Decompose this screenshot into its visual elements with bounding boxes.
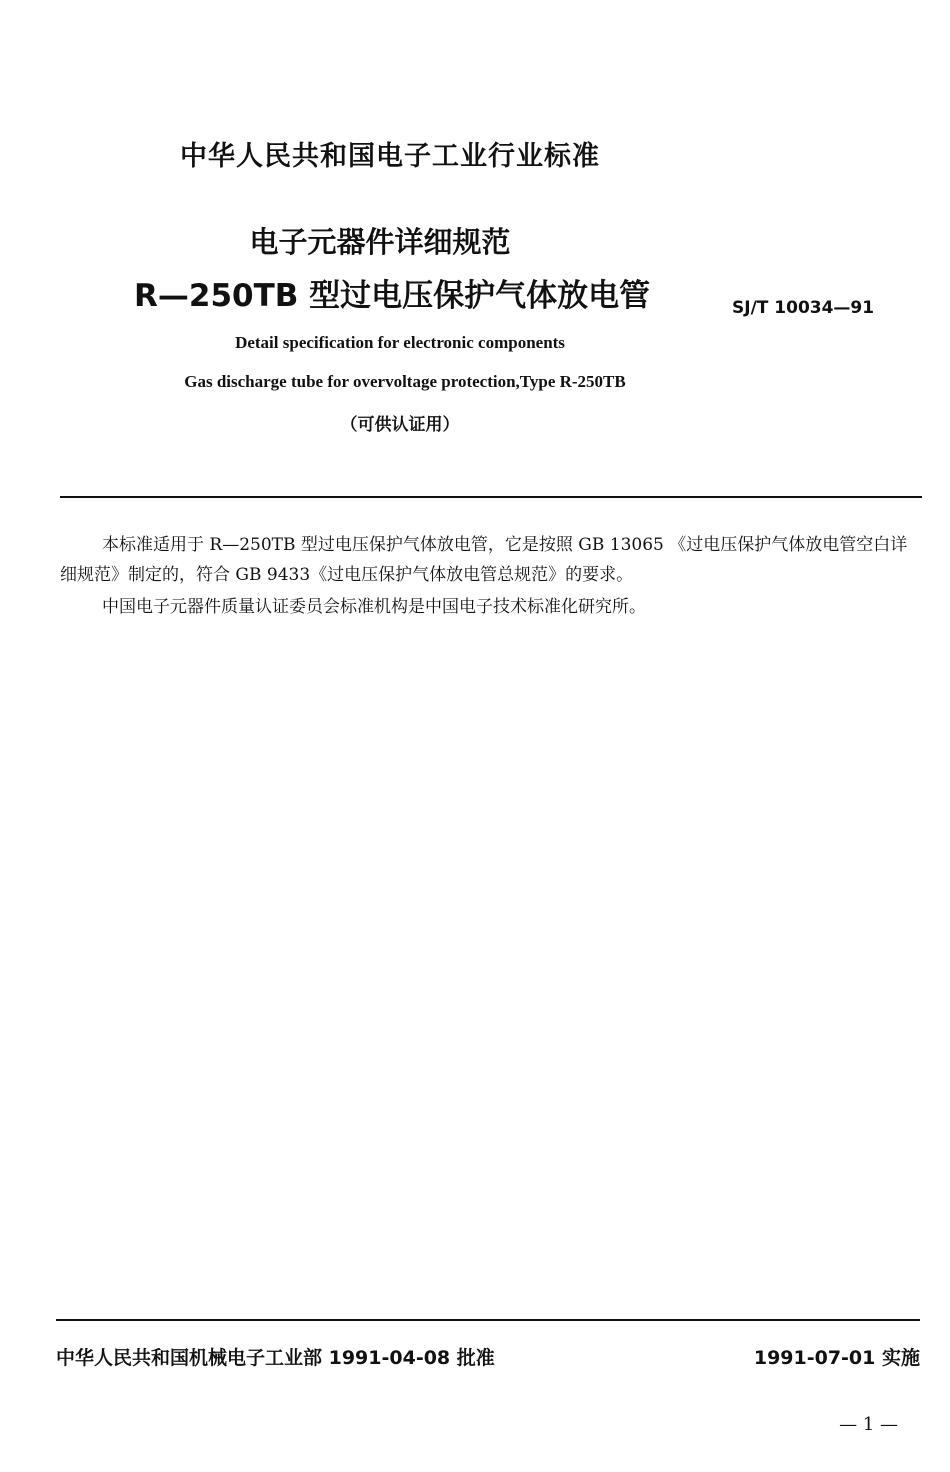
standard-code: SJ/T 10034—91: [732, 298, 875, 318]
certification-note: （可供认证用）: [340, 415, 460, 435]
bottom-divider: [56, 1319, 920, 1321]
title-chinese-line-2: R—250TB 型过电压保护气体放电管: [134, 278, 651, 314]
top-divider: [60, 496, 922, 498]
approval-line: 中华人民共和国机械电子工业部 1991-04-08 批准: [56, 1347, 495, 1369]
effective-date: 1991-07-01 实施: [753, 1347, 920, 1369]
page-number: — 1 —: [839, 1414, 898, 1435]
authority-paragraph: 中国电子元器件质量认证委员会标准机构是中国电子技术标准化研究所。: [102, 597, 646, 617]
title-english-line-1: Detail specification for electronic components: [235, 333, 565, 352]
organization-standard-heading: 中华人民共和国电子工业行业标准: [180, 141, 600, 172]
title-chinese-line-1: 电子元器件详细规范: [249, 225, 511, 259]
title-english-line-2: Gas discharge tube for overvoltage protection,Type R-250TB: [184, 372, 626, 391]
scope-paragraph: 本标准适用于 R—250TB 型过电压保护气体放电管，它是按照 GB 13065 《过电压保护气体放电管空白详细规范》制定的，符合 GB 9433《过电压保护气体放电管总规范》的要求。: [60, 535, 908, 585]
